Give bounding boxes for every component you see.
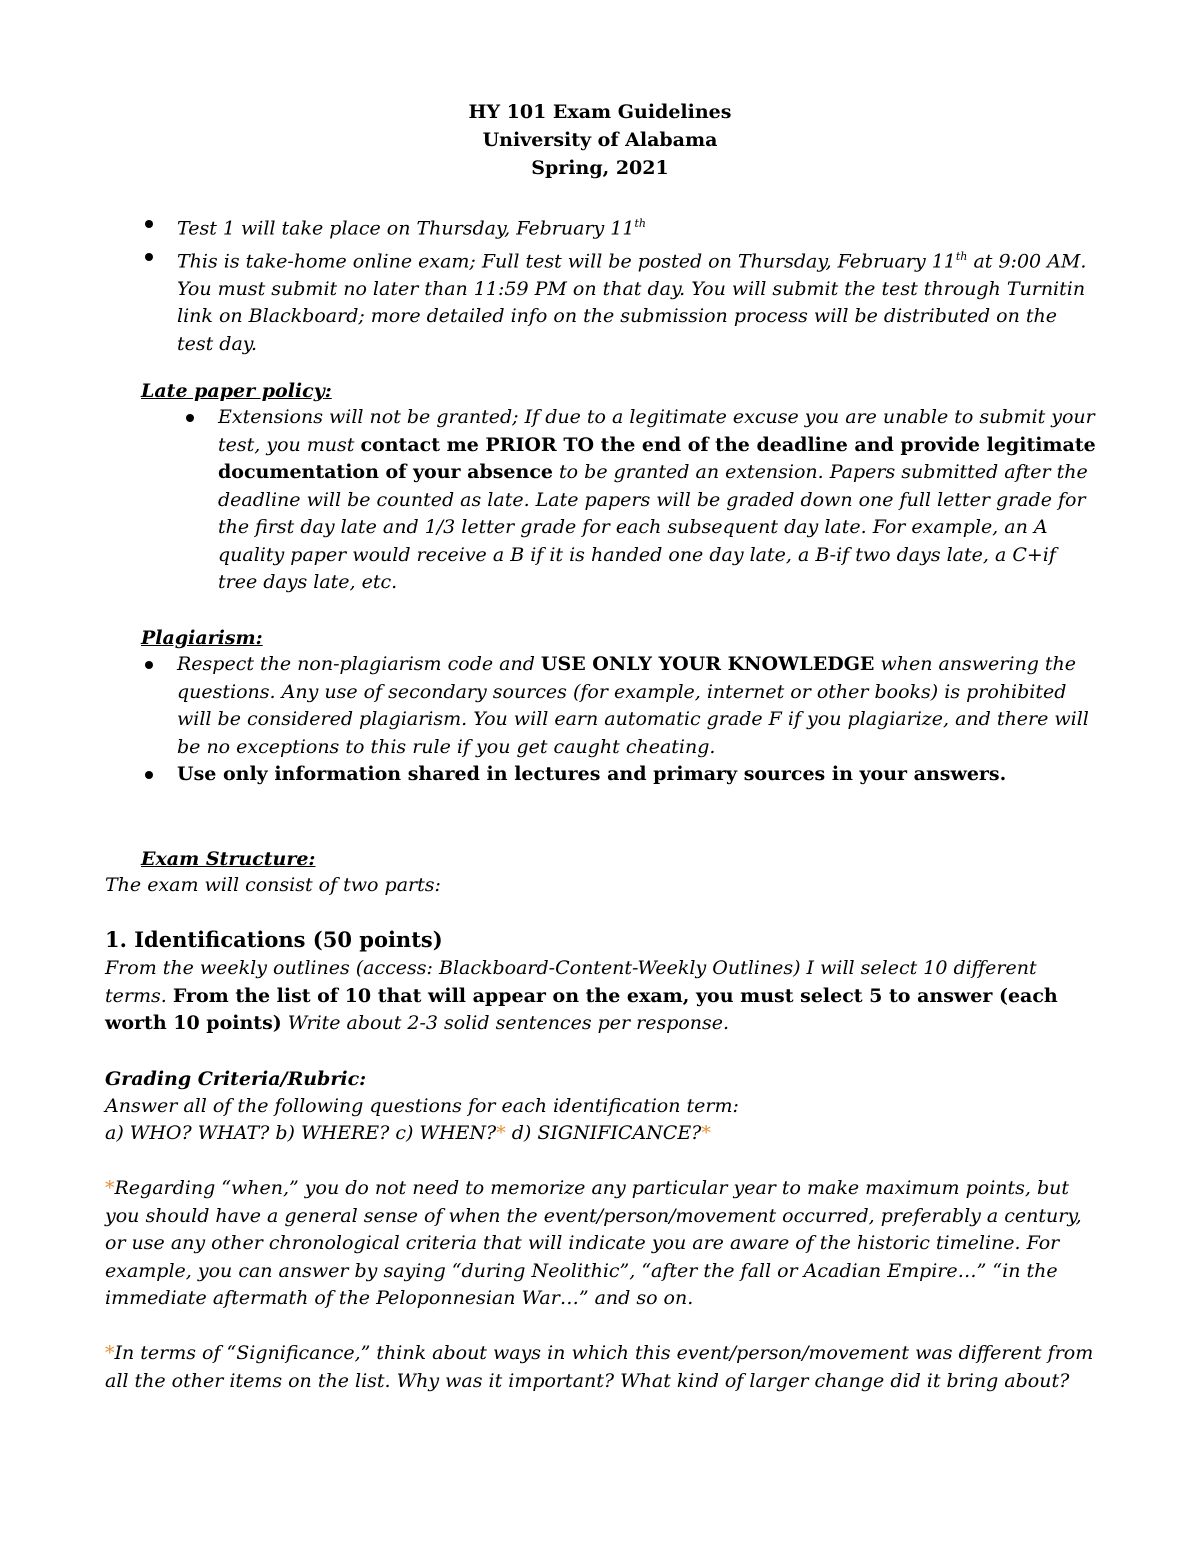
course-title: HY 101 Exam Guidelines bbox=[468, 101, 732, 123]
significance-note: *In terms of “Significance,” think about ways in which this event/person/movement was different from all the other items on the list. Why was it important? What kind of larger change did it bring about? bbox=[105, 1342, 1094, 1392]
intro-bullet-list bbox=[177, 210, 1097, 358]
university-name: University of Alabama bbox=[482, 129, 718, 151]
asterisk-mark: * bbox=[701, 1122, 711, 1144]
semester: Spring, 2021 bbox=[531, 157, 669, 179]
list-item: Test 1 will take place on Thursday, February 11th bbox=[177, 210, 1097, 243]
bullet-icon bbox=[186, 414, 194, 422]
late-policy-list bbox=[218, 404, 1098, 597]
document-header bbox=[0, 98, 1200, 182]
plagiarism-list bbox=[177, 651, 1097, 789]
list-item: Respect the non-plagiarism code and USE ONLY YOUR KNOWLEDGE when answering the questions. Any use of secondary sources (for example, internet or other books) is prohibited will be considered plagiarism. You will earn automatic grade F if you plagiarize, and there will be no exceptions to this rule if you get caught cheating. bbox=[177, 651, 1097, 761]
list-item: This is take-home online exam; Full test will be posted on Thursday, February 11th at 9:00 AM. You must submit no later than 11:59 PM on that day. You will submit the test through Turnitin link on Blackboard; more detailed info on the submission process will be distributed on the test day. bbox=[177, 243, 1097, 358]
late-policy-title: Late paper policy: bbox=[141, 380, 332, 402]
rubric-questions: a) WHO? WHAT? b) WHERE? c) WHEN?* d) SIGNIFICANCE?* bbox=[105, 1122, 711, 1144]
bullet-icon bbox=[145, 661, 153, 669]
identifications-title: 1. Identifications (50 points) bbox=[105, 927, 443, 952]
bullet-icon bbox=[145, 771, 153, 779]
list-item: Extensions will not be granted; If due to a legitimate excuse you are unable to submit your test, you must contact me PRIOR TO the end of the deadline and provide legitimate documentation of your absence to be granted an extension. Papers submitted after the deadline will be counted as late. Late papers will be graded down one full letter grade for the first day late and 1/3 letter grade for each subsequent day late. For example, an A quality paper would receive a B if it is handed one day late, a B-if two days late, a C+if tree days late, etc. bbox=[218, 404, 1098, 597]
rubric-title: Grading Criteria/Rubric: bbox=[105, 1068, 367, 1090]
list-item: Use only information shared in lectures and primary sources in your answers. bbox=[177, 761, 1097, 789]
exam-structure-title: Exam Structure: bbox=[141, 848, 316, 870]
plagiarism-title: Plagiarism: bbox=[141, 627, 263, 649]
when-note: *Regarding “when,” you do not need to memorize any particular year to make maximum points, but you should have a general sense of when the event/person/movement occurred, preferably a century, or use any other chronological criteria that will indicate you are aware of the historic timeline. For example, you can answer by saying “during Neolithic”, “after the fall or Acadian Empire…” “in the immediate aftermath of the Peloponnesian War…” and so on. bbox=[105, 1177, 1082, 1309]
identifications-text: From the weekly outlines (access: Blackboard-Content-Weekly Outlines) I will select 10 different terms. From the list of 10 that will appear on the exam, you must select 5 to answer (each worth 10 points) Write about 2-3 solid sentences per response. bbox=[105, 957, 1058, 1034]
asterisk-mark: * bbox=[496, 1122, 506, 1144]
bullet-icon bbox=[145, 220, 153, 228]
exam-structure-intro: The exam will consist of two parts: bbox=[105, 874, 441, 896]
asterisk-mark: * bbox=[105, 1342, 115, 1364]
asterisk-mark: * bbox=[105, 1177, 115, 1199]
bullet-icon bbox=[145, 253, 153, 261]
rubric-instruction: Answer all of the following questions for each identification term: bbox=[105, 1095, 739, 1117]
